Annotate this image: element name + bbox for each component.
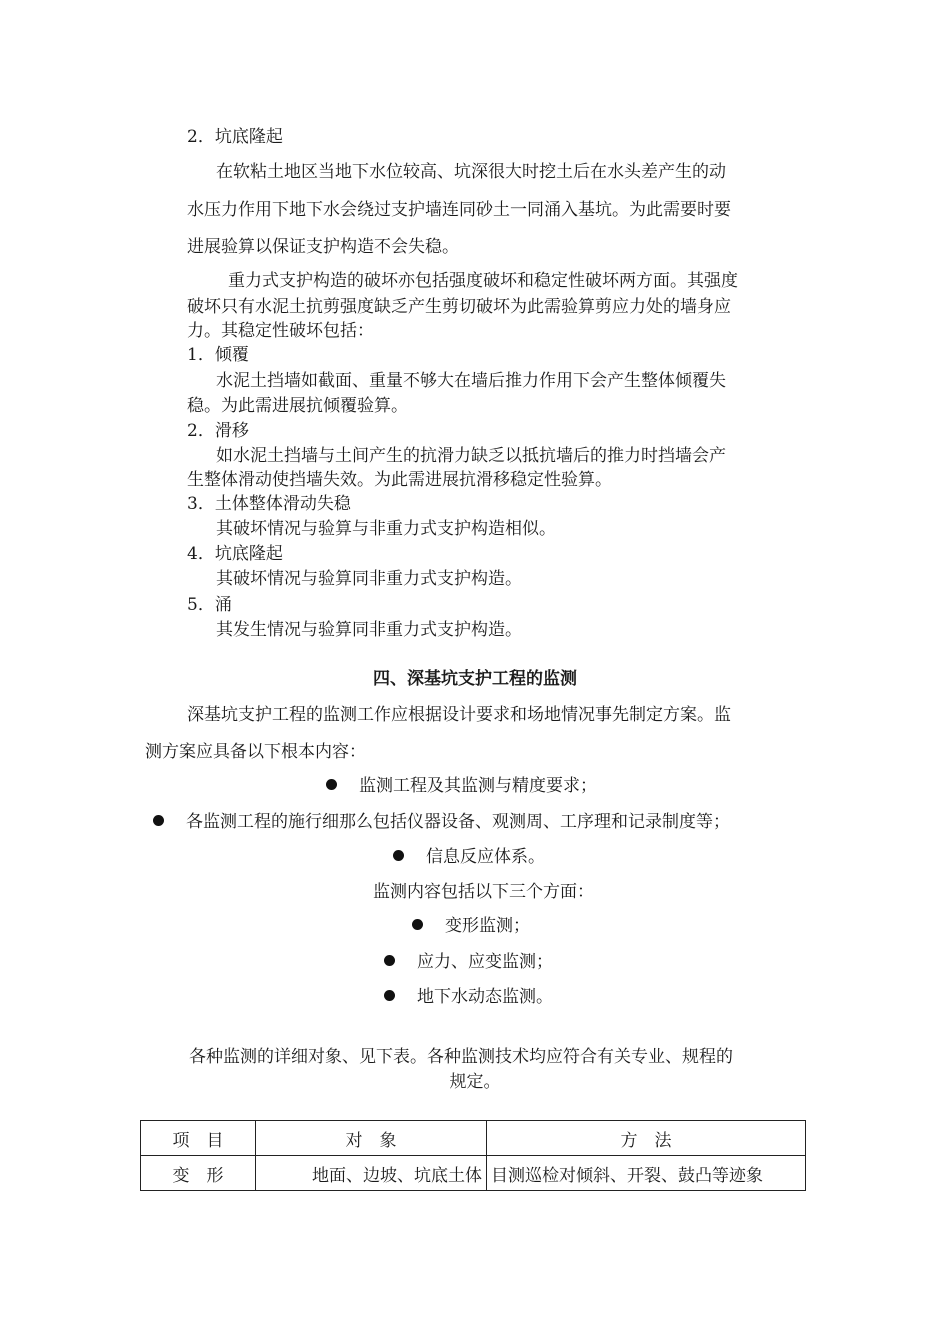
paragraph-line: 其破坏情况与验算同非重力式支护构造。 — [216, 569, 522, 589]
list-heading-5-piping: 5．涌 — [187, 595, 232, 615]
bullet-item: 变形监测； — [412, 916, 530, 936]
table-row — [141, 1156, 806, 1191]
paragraph-line: 进展验算以保证支护构造不会失稳。 — [187, 237, 459, 257]
paragraph-line: 生整体滑动使挡墙失效。为此需进展抗滑移稳定性验算。 — [187, 470, 612, 490]
paragraph-line: 力。其稳定性破坏包括： — [187, 321, 374, 341]
table-header-cell: 项 目 — [141, 1121, 256, 1156]
list-heading-2-slide: 2．滑移 — [187, 421, 249, 441]
bullet-dot-icon — [393, 850, 404, 861]
paragraph-line: 稳。为此需进展抗倾覆验算。 — [187, 396, 408, 416]
bullet-dot-icon — [384, 990, 395, 1001]
list-heading-1-overturn: 1．倾覆 — [187, 345, 249, 365]
paragraph-line: 其发生情况与验算同非重力式支护构造。 — [216, 620, 522, 640]
paragraph-line: 破坏只有水泥土抗剪强度缺乏产生剪切破坏为此需验算剪应力处的墙身应 — [187, 297, 731, 317]
bullet-dot-icon — [384, 955, 395, 966]
table-note-line: 规定。 — [449, 1072, 501, 1092]
table-header-row — [141, 1121, 806, 1156]
table-header-cell: 对 象 — [256, 1121, 487, 1156]
list-heading-3-overall-slide: 3．土体整体滑动失稳 — [187, 494, 351, 514]
bullet-item: 应力、应变监测； — [384, 952, 553, 972]
section-intro-line: 测方案应具备以下根本内容： — [145, 742, 366, 762]
bullet-dot-icon — [326, 779, 337, 790]
table-cell: 地面、边坡、坑底土体 — [256, 1156, 487, 1191]
bullet-item: 各监测工程的施行细那么包括仪器设备、观测周、工序理和记录制度等； — [153, 812, 730, 832]
paragraph-line: 水泥土挡墙如截面、重量不够大在墙后推力作用下会产生整体倾覆失 — [216, 371, 726, 391]
bullet-dot-icon — [153, 815, 164, 826]
section-heading: 四、深基坑支护工程的监测 — [373, 669, 577, 689]
bullet-item: 监测工程及其监测与精度要求； — [326, 776, 597, 796]
paragraph-line: 在软粘土地区当地下水位较高、坑深很大时挖土后在水头差产生的动 — [216, 162, 726, 182]
paragraph-line: 水压力作用下地下水会绕过支护墙连同砂土一同涌入基坑。为此需要时要 — [187, 200, 731, 220]
section-intro-line: 深基坑支护工程的监测工作应根据设计要求和场地情况事先制定方案。监 — [187, 705, 731, 725]
table-cell: 变 形 — [141, 1156, 256, 1191]
bullet-item: 地下水动态监测。 — [384, 987, 553, 1007]
table-header-cell: 方 法 — [487, 1121, 806, 1156]
table-cell: 目测巡检对倾斜、开裂、鼓凸等迹象 — [487, 1156, 806, 1191]
list-heading-4-heave: 4．坑底隆起 — [187, 544, 283, 564]
paragraph-line: 其破坏情况与验算与非重力式支护构造相似。 — [216, 519, 556, 539]
list-heading-2-heave: 2．坑底隆起 — [187, 127, 283, 147]
paragraph-line: 重力式支护构造的破坏亦包括强度破坏和稳定性破坏两方面。其强度 — [228, 271, 738, 291]
monitoring-table — [140, 1120, 806, 1191]
table-note-line: 各种监测的详细对象、见下表。各种监测技术均应符合有关专业、规程的 — [189, 1047, 733, 1067]
bullet-dot-icon — [412, 919, 423, 930]
paragraph-line: 如水泥土挡墙与土间产生的抗滑力缺乏以抵抗墙后的推力时挡墙会产 — [216, 446, 726, 466]
content-intro-line: 监测内容包括以下三个方面： — [373, 882, 594, 902]
bullet-item: 信息反应体系。 — [393, 847, 545, 867]
